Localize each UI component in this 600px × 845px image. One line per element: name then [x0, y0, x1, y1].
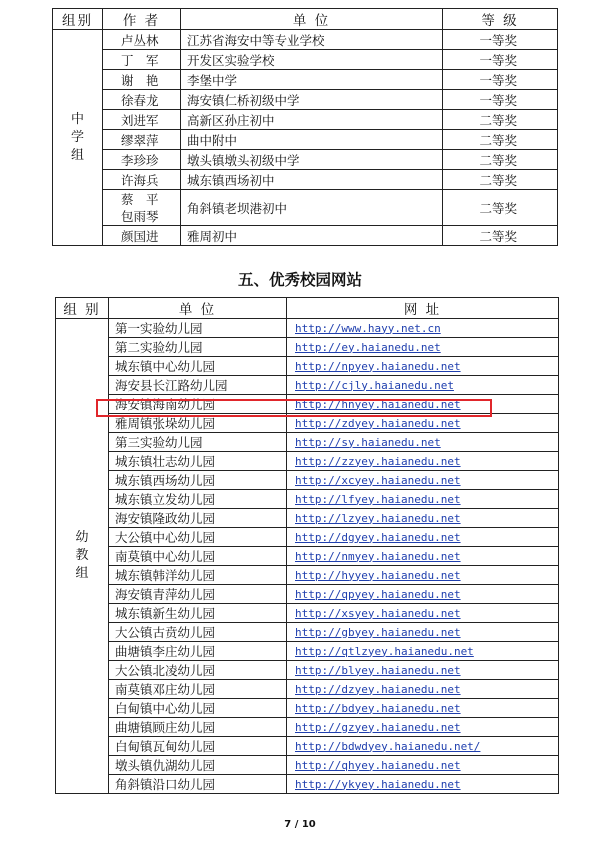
table-row	[56, 433, 559, 452]
table-row	[56, 471, 559, 490]
header-group: 组别	[53, 9, 103, 30]
unit-cell: 城东镇西场初中	[181, 170, 443, 190]
table-row	[56, 699, 559, 718]
unit-cell: 海安镇青萍幼儿园	[109, 585, 287, 604]
table-row	[53, 190, 558, 226]
website-table	[55, 297, 559, 794]
url-link[interactable]: http://bdwdyey.haianedu.net/	[287, 737, 559, 756]
table-row	[56, 566, 559, 585]
unit-cell: 城东镇韩洋幼儿园	[109, 566, 287, 585]
author-cell	[103, 190, 181, 226]
unit-cell: 角斜镇沿口幼儿园	[109, 775, 287, 794]
unit-cell: 海安镇隆政幼儿园	[109, 509, 287, 528]
unit-cell: 第三实验幼儿园	[109, 433, 287, 452]
table-row	[56, 528, 559, 547]
table-header-row	[56, 298, 559, 319]
author-name: 蔡 平	[121, 191, 159, 207]
unit-cell: 曲塘镇李庄幼儿园	[109, 642, 287, 661]
url-link[interactable]: http://nmyey.haianedu.net	[287, 547, 559, 566]
unit-cell: 大公镇古贲幼儿园	[109, 623, 287, 642]
unit-cell: 海安镇海南幼儿园	[109, 395, 287, 414]
unit-cell: 白甸镇瓦甸幼儿园	[109, 737, 287, 756]
unit-cell: 城东镇中心幼儿园	[109, 357, 287, 376]
table-row	[56, 604, 559, 623]
table-row	[56, 737, 559, 756]
table-row	[56, 452, 559, 471]
award-cell: 二等奖	[443, 110, 558, 130]
table-row	[53, 90, 558, 110]
table-header-row	[53, 9, 558, 30]
table-row	[56, 376, 559, 395]
unit-cell: 城东镇新生幼儿园	[109, 604, 287, 623]
table-row	[53, 50, 558, 70]
url-link[interactable]: http://cjly.haianedu.net	[287, 376, 559, 395]
url-link[interactable]: http://bdyey.haianedu.net	[287, 699, 559, 718]
group-cell	[53, 30, 103, 246]
table-row	[56, 547, 559, 566]
group-label: 幼教组	[75, 530, 89, 581]
author-cell: 缪翠萍	[103, 130, 181, 150]
url-link[interactable]: http://qpyey.haianedu.net	[287, 585, 559, 604]
highlight-box	[96, 399, 492, 417]
table-row	[56, 661, 559, 680]
url-link[interactable]: http://zdyey.haianedu.net	[287, 414, 559, 433]
unit-cell: 城东镇立发幼儿园	[109, 490, 287, 509]
url-link[interactable]: http://www.hayy.net.cn	[287, 319, 559, 338]
award-cell: 二等奖	[443, 226, 558, 246]
author-cell: 丁 军	[103, 50, 181, 70]
url-link[interactable]: http://npyey.haianedu.net	[287, 357, 559, 376]
author-cell: 许海兵	[103, 170, 181, 190]
table-row	[56, 319, 559, 338]
page-number: 7 / 10	[284, 819, 316, 830]
table-row	[56, 585, 559, 604]
header-author: 作 者	[103, 9, 181, 30]
table-row	[53, 226, 558, 246]
header-group: 组 别	[56, 298, 109, 319]
section-title: 五、优秀校园网站	[237, 271, 362, 289]
table-row	[56, 490, 559, 509]
url-link[interactable]: http://lfyey.haianedu.net	[287, 490, 559, 509]
award-table	[52, 8, 558, 246]
header-unit: 单 位	[109, 298, 287, 319]
unit-cell: 白甸镇中心幼儿园	[109, 699, 287, 718]
author-cell: 卢丛林	[103, 30, 181, 50]
unit-cell: 开发区实验学校	[181, 50, 443, 70]
table-row	[53, 70, 558, 90]
table-row	[56, 756, 559, 775]
author-cell: 徐春龙	[103, 90, 181, 110]
table-row	[53, 30, 558, 50]
award-cell: 一等奖	[443, 90, 558, 110]
url-link[interactable]: http://dzyey.haianedu.net	[287, 680, 559, 699]
table-row	[56, 680, 559, 699]
url-link[interactable]: http://qtlzyey.haianedu.net	[287, 642, 559, 661]
table-row	[56, 357, 559, 376]
unit-cell: 江苏省海安中等专业学校	[181, 30, 443, 50]
url-link[interactable]: http://qhyey.haianedu.net	[287, 756, 559, 775]
unit-cell: 海安镇仁桥初级中学	[181, 90, 443, 110]
table-row	[56, 775, 559, 794]
unit-cell: 南莫镇邓庄幼儿园	[109, 680, 287, 699]
group-label: 中学组	[70, 111, 84, 163]
unit-cell: 曲塘镇顾庄幼儿园	[109, 718, 287, 737]
table-row	[56, 623, 559, 642]
unit-cell: 墩头镇仇湖幼儿园	[109, 756, 287, 775]
header-url: 网 址	[287, 298, 559, 319]
header-award: 等 级	[443, 9, 558, 30]
award-cell: 二等奖	[443, 190, 558, 226]
unit-cell: 南莫镇中心幼儿园	[109, 547, 287, 566]
unit-cell: 墩头镇墩头初级中学	[181, 150, 443, 170]
table-row	[53, 110, 558, 130]
url-link[interactable]: http://blyey.haianedu.net	[287, 661, 559, 680]
unit-cell: 城东镇西场幼儿园	[109, 471, 287, 490]
unit-cell: 大公镇中心幼儿园	[109, 528, 287, 547]
unit-cell: 第二实验幼儿园	[109, 338, 287, 357]
unit-cell: 高新区孙庄初中	[181, 110, 443, 130]
author-cell: 刘进军	[103, 110, 181, 130]
award-cell: 二等奖	[443, 150, 558, 170]
table-row	[56, 509, 559, 528]
award-cell: 一等奖	[443, 30, 558, 50]
table-row	[53, 170, 558, 190]
header-unit: 单 位	[181, 9, 443, 30]
url-link[interactable]: http://dgyey.haianedu.net	[287, 528, 559, 547]
url-link[interactable]: http://zzyey.haianedu.net	[287, 452, 559, 471]
table-row	[56, 642, 559, 661]
table-row	[53, 130, 558, 150]
unit-cell: 李堡中学	[181, 70, 443, 90]
award-cell: 二等奖	[443, 170, 558, 190]
award-cell: 一等奖	[443, 50, 558, 70]
award-cell: 一等奖	[443, 70, 558, 90]
unit-cell: 角斜镇老坝港初中	[181, 190, 443, 226]
url-link[interactable]: http://hnyey.haianedu.net	[287, 395, 559, 414]
url-link[interactable]: http://sy.haianedu.net	[287, 433, 559, 452]
author-cell: 李珍珍	[103, 150, 181, 170]
url-link[interactable]: http://ey.haianedu.net	[287, 338, 559, 357]
group-cell	[56, 319, 109, 794]
award-cell: 二等奖	[443, 130, 558, 150]
unit-cell: 雅周初中	[181, 226, 443, 246]
author-cell: 谢 艳	[103, 70, 181, 90]
url-link[interactable]: http://hyyey.haianedu.net	[287, 566, 559, 585]
url-link[interactable]: http://xcyey.haianedu.net	[287, 471, 559, 490]
url-link[interactable]: http://xsyey.haianedu.net	[287, 604, 559, 623]
url-link[interactable]: http://gbyey.haianedu.net	[287, 623, 559, 642]
table-row	[56, 338, 559, 357]
table-row	[56, 718, 559, 737]
author-cell: 颜国进	[103, 226, 181, 246]
unit-cell: 雅周镇张垛幼儿园	[109, 414, 287, 433]
url-link[interactable]: http://ykyey.haianedu.net	[287, 775, 559, 794]
unit-cell: 城东镇壮志幼儿园	[109, 452, 287, 471]
unit-cell: 曲中附中	[181, 130, 443, 150]
unit-cell: 大公镇北凌幼儿园	[109, 661, 287, 680]
unit-cell: 第一实验幼儿园	[109, 319, 287, 338]
url-link[interactable]: http://gzyey.haianedu.net	[287, 718, 559, 737]
unit-cell: 海安县长江路幼儿园	[109, 376, 287, 395]
author-name: 包雨琴	[121, 208, 159, 224]
table-row	[53, 150, 558, 170]
url-link[interactable]: http://lzyey.haianedu.net	[287, 509, 559, 528]
